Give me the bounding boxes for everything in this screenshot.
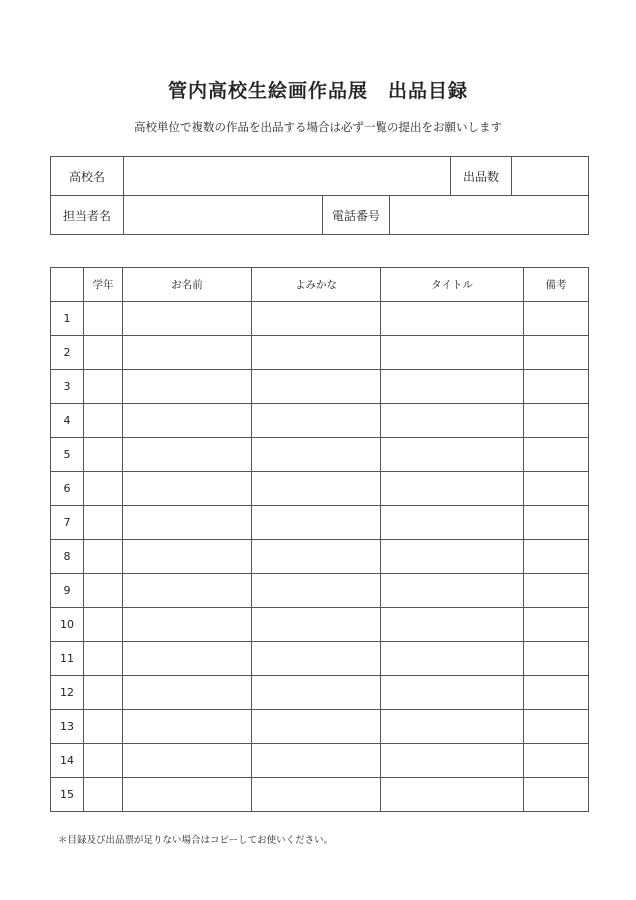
table-row [51, 642, 589, 676]
row-number: 12 [51, 676, 84, 710]
title-field[interactable] [381, 370, 524, 404]
grade-field[interactable] [84, 574, 123, 608]
reading-field[interactable] [252, 710, 381, 744]
title-field[interactable] [381, 642, 524, 676]
reading-field[interactable] [252, 608, 381, 642]
name-field[interactable] [123, 710, 252, 744]
title-field[interactable] [381, 778, 524, 812]
name-field[interactable] [123, 540, 252, 574]
remarks-field[interactable] [524, 472, 589, 506]
name-field[interactable] [123, 574, 252, 608]
school-name-label: 高校名 [51, 157, 124, 196]
name-field[interactable] [123, 438, 252, 472]
phone-field[interactable] [390, 196, 589, 235]
name-field[interactable] [123, 778, 252, 812]
table-row [51, 744, 589, 778]
grade-field[interactable] [84, 404, 123, 438]
remarks-field[interactable] [524, 370, 589, 404]
teacher-name-field[interactable] [124, 196, 323, 235]
info-row-teacher [51, 196, 589, 235]
row-number: 8 [51, 540, 84, 574]
table-row [51, 404, 589, 438]
remarks-field[interactable] [524, 302, 589, 336]
title-field[interactable] [381, 608, 524, 642]
table-row [51, 778, 589, 812]
table-row [51, 370, 589, 404]
row-number: 13 [51, 710, 84, 744]
reading-field[interactable] [252, 744, 381, 778]
name-field[interactable] [123, 336, 252, 370]
table-row [51, 336, 589, 370]
header-name: お名前 [123, 268, 252, 302]
grade-field[interactable] [84, 540, 123, 574]
reading-field[interactable] [252, 438, 381, 472]
grade-field[interactable] [84, 506, 123, 540]
table-row [51, 608, 589, 642]
row-number: 2 [51, 336, 84, 370]
reading-field[interactable] [252, 676, 381, 710]
header-remarks: 備考 [524, 268, 589, 302]
table-row [51, 302, 589, 336]
row-number: 4 [51, 404, 84, 438]
title-field[interactable] [381, 710, 524, 744]
title-field[interactable] [381, 302, 524, 336]
title-field[interactable] [381, 574, 524, 608]
footnote: ＊目録及び出品票が足りない場合はコピーしてお使いください。 [58, 835, 334, 846]
title-field[interactable] [381, 744, 524, 778]
row-number: 7 [51, 506, 84, 540]
remarks-field[interactable] [524, 608, 589, 642]
table-row [51, 438, 589, 472]
remarks-field[interactable] [524, 744, 589, 778]
title-field[interactable] [381, 676, 524, 710]
name-field[interactable] [123, 302, 252, 336]
remarks-field[interactable] [524, 506, 589, 540]
page-title: 管内高校生絵画作品展 出品目録 [167, 80, 468, 102]
row-number: 10 [51, 608, 84, 642]
grade-field[interactable] [84, 336, 123, 370]
header-reading: よみかな [252, 268, 381, 302]
grade-field[interactable] [84, 710, 123, 744]
remarks-field[interactable] [524, 336, 589, 370]
table-row [51, 676, 589, 710]
grade-field[interactable] [84, 676, 123, 710]
info-table [50, 156, 589, 235]
reading-field[interactable] [252, 370, 381, 404]
name-field[interactable] [123, 608, 252, 642]
remarks-field[interactable] [524, 676, 589, 710]
count-cell [451, 157, 589, 196]
entry-table [50, 267, 589, 812]
page-subtitle: 高校単位で複数の作品を出品する場合は必ず一覧の提出をお願いします [134, 120, 502, 134]
table-row [51, 506, 589, 540]
reading-field[interactable] [252, 642, 381, 676]
reading-field[interactable] [252, 336, 381, 370]
row-number: 6 [51, 472, 84, 506]
row-number: 3 [51, 370, 84, 404]
row-number: 1 [51, 302, 84, 336]
title-field[interactable] [381, 404, 524, 438]
teacher-name-label: 担当者名 [51, 196, 124, 235]
remarks-field[interactable] [524, 642, 589, 676]
title-field[interactable] [381, 336, 524, 370]
reading-field[interactable] [252, 404, 381, 438]
remarks-field[interactable] [524, 404, 589, 438]
reading-field[interactable] [252, 778, 381, 812]
count-label: 出品数 [451, 157, 512, 195]
name-field[interactable] [123, 642, 252, 676]
reading-field[interactable] [252, 506, 381, 540]
name-field[interactable] [123, 744, 252, 778]
row-number: 9 [51, 574, 84, 608]
reading-field[interactable] [252, 472, 381, 506]
row-number: 5 [51, 438, 84, 472]
grade-field[interactable] [84, 608, 123, 642]
grade-field[interactable] [84, 370, 123, 404]
title-field[interactable] [381, 540, 524, 574]
header-grade: 学年 [84, 268, 123, 302]
title-field[interactable] [381, 438, 524, 472]
name-field[interactable] [123, 404, 252, 438]
row-number: 14 [51, 744, 84, 778]
grade-field[interactable] [84, 744, 123, 778]
table-row [51, 472, 589, 506]
reading-field[interactable] [252, 540, 381, 574]
remarks-field[interactable] [524, 778, 589, 812]
title-field[interactable] [381, 472, 524, 506]
remarks-field[interactable] [524, 710, 589, 744]
grade-field[interactable] [84, 778, 123, 812]
name-field[interactable] [123, 506, 252, 540]
header-number [51, 268, 84, 302]
header-artwork-title: タイトル [381, 268, 524, 302]
table-row [51, 710, 589, 744]
remarks-field[interactable] [524, 540, 589, 574]
info-row-school [51, 157, 589, 196]
title-field[interactable] [381, 506, 524, 540]
table-row [51, 574, 589, 608]
grade-field[interactable] [84, 642, 123, 676]
grade-field[interactable] [84, 438, 123, 472]
reading-field[interactable] [252, 302, 381, 336]
name-field[interactable] [123, 370, 252, 404]
row-number: 11 [51, 642, 84, 676]
name-field[interactable] [123, 472, 252, 506]
school-name-field[interactable] [124, 157, 451, 196]
row-number: 15 [51, 778, 84, 812]
reading-field[interactable] [252, 574, 381, 608]
entry-header-row [51, 268, 589, 302]
table-row [51, 540, 589, 574]
grade-field[interactable] [84, 472, 123, 506]
phone-label: 電話番号 [323, 196, 390, 235]
remarks-field[interactable] [524, 574, 589, 608]
name-field[interactable] [123, 676, 252, 710]
grade-field[interactable] [84, 302, 123, 336]
remarks-field[interactable] [524, 438, 589, 472]
count-field[interactable] [512, 157, 588, 195]
